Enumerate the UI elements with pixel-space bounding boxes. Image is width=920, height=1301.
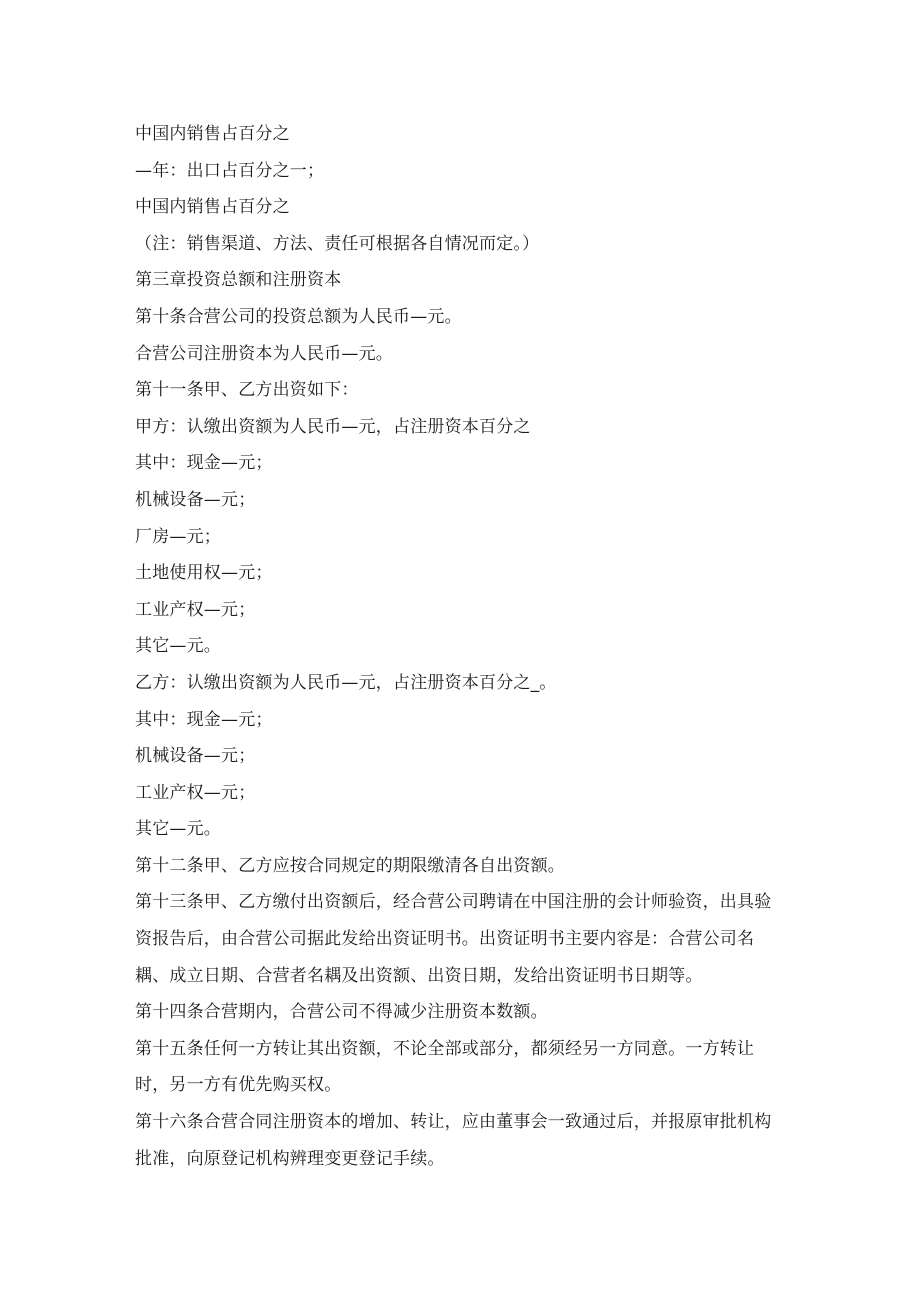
paragraph: 第十条合营公司的投资总额为人民币—元。 bbox=[135, 306, 462, 327]
paragraph: 土地使用权—元； bbox=[135, 563, 273, 584]
paragraph: 其它—元。 bbox=[135, 819, 221, 840]
paragraph: 机械设备—元； bbox=[135, 489, 256, 510]
paragraph: 甲方：认缴出资额为人民币—元，占注册资本百分之 bbox=[135, 416, 531, 437]
paragraph: 第十一条甲、乙方出资如下： bbox=[135, 380, 359, 401]
paragraph: 工业产权—元； bbox=[135, 599, 256, 620]
paragraph: 第十四条合营期内，合营公司不得减少注册资本数额。 bbox=[135, 1002, 548, 1023]
paragraph: 第十五条任何一方转让其出资额，不论全部或部分，都须经另一方同意。一方转让时，另一方有优先购买权。 bbox=[135, 1038, 755, 1096]
paragraph: 厂房—元； bbox=[135, 526, 221, 547]
document-body bbox=[135, 116, 785, 1177]
paragraph: 其中：现金—元； bbox=[135, 709, 273, 730]
paragraph: 合营公司注册资本为人民币—元。 bbox=[135, 343, 393, 364]
paragraph: 机械设备—元； bbox=[135, 746, 256, 767]
paragraph: 其中：现金—元； bbox=[135, 453, 273, 474]
paragraph: 中国内销售占百分之 bbox=[135, 197, 290, 218]
chapter-heading: 第三章投资总额和注册资本 bbox=[135, 270, 342, 291]
paragraph: 第十三条甲、乙方缴付出资额后，经合营公司聘请在中国注册的会计师验资，出具验资报告后，由合营公司据此发给出资证明书。出资证明书主要内容是：合营公司名耦、成立日期、合营者名耦及出资额、出资日期，发给出资证明书日期等。 bbox=[135, 892, 772, 986]
paragraph: （注：销售渠道、方法、责任可根据各自情况而定。） bbox=[135, 233, 540, 254]
paragraph: —年：出口占百分之一； bbox=[135, 160, 325, 181]
paragraph: 工业产权—元； bbox=[135, 782, 256, 803]
paragraph: 乙方：认缴出资额为人民币—元，占注册资本百分之_。 bbox=[135, 672, 557, 693]
paragraph: 其它—元。 bbox=[135, 636, 221, 657]
paragraph: 第十六条合营合同注册资本的增加、转让，应由董事会一致通过后，并报原审批机构批准，向原登记机构辨理变更登记手续。 bbox=[135, 1112, 772, 1169]
paragraph: 中国内销售占百分之 bbox=[135, 124, 290, 144]
paragraph: 第十二条甲、乙方应按合同规定的期限缴清各自出资额。 bbox=[135, 855, 565, 876]
